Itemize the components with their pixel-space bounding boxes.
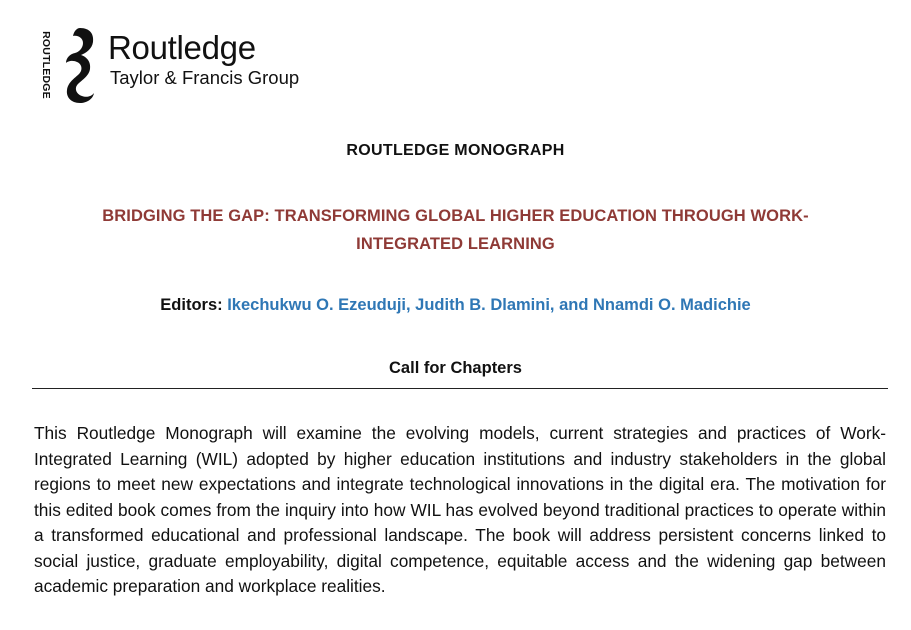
series-heading: ROUTLEDGE MONOGRAPH: [346, 142, 565, 159]
logo-vertical-text: ROUTLEDGE: [40, 31, 52, 99]
book-title-line-1: BRIDGING THE GAP: TRANSFORMING GLOBAL HIGHER EDUCATION THROUGH WORK-: [102, 207, 809, 225]
body-paragraph: This Routledge Monograph will examine the evolving models, current strategies and practices of Work-Integrated Learning (WIL) adopted by higher education institutions and industry stakeholders in the global regions to meet new expectations and integrate technological innovations in the digital era. The motivation for this edited book comes from the inquiry into how WIL has evolved beyond traditional practices to operate within a transformed educational and professional landscape. The book will address persistent concerns linked to social justice, graduate employability, digital competence, equitable access and the widening gap between academic preparation and workplace realities.: [34, 423, 886, 596]
editors-label: Editors:: [160, 296, 223, 314]
book-title-line-2: INTEGRATED LEARNING: [356, 235, 555, 253]
section-divider: [32, 388, 888, 389]
routledge-head-icon: [60, 26, 100, 104]
book-title: [40, 202, 871, 258]
editors-names: Ikechukwu O. Ezeuduji, Judith B. Dlamini, and Nnamdi O. Madichie: [227, 296, 751, 314]
editors-line: [0, 296, 911, 315]
routledge-logo: [38, 26, 299, 104]
logo-name: Routledge: [108, 29, 256, 66]
call-for-chapters-heading: Call for Chapters: [389, 359, 522, 377]
logo-vertical-wordmark: [38, 28, 54, 102]
logo-subtitle: Taylor & Francis Group: [110, 67, 300, 88]
